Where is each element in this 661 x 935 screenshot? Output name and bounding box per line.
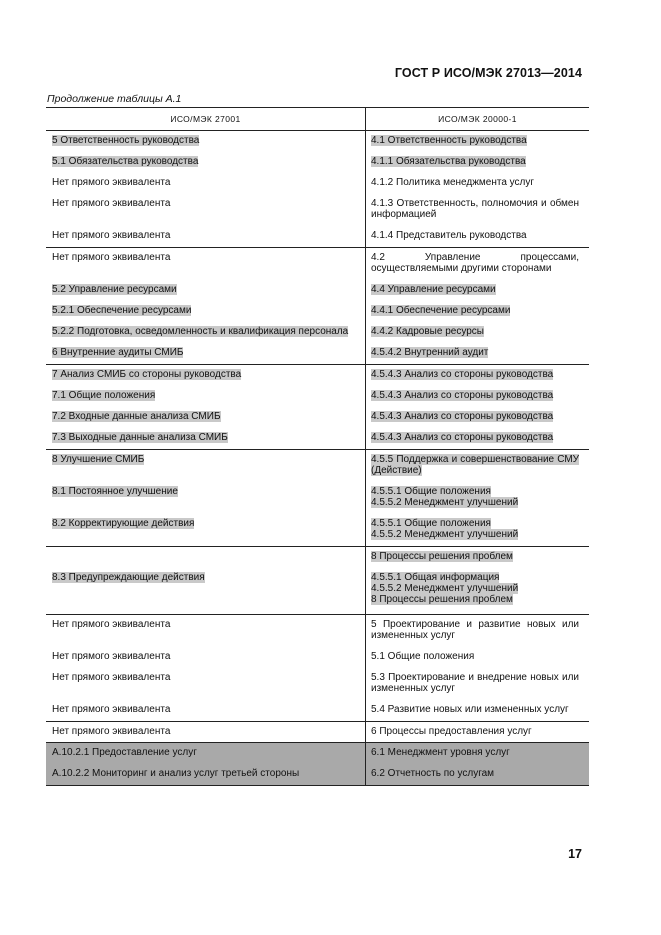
- table-row: [46, 301, 589, 322]
- iso20000-cell: [366, 647, 589, 668]
- cell-text: 4.5.5.1 Общие положения: [371, 518, 491, 529]
- table-row: [46, 743, 589, 764]
- iso27001-cell: [46, 173, 366, 194]
- table-row-group: [46, 743, 589, 785]
- cell-text: А.10.2.1 Предоставление услуг: [52, 747, 197, 758]
- cell-text: 8.3 Предупреждающие действия: [52, 572, 205, 583]
- cell-text: 6 Процессы предоставления услуг: [371, 726, 532, 737]
- cell-text: 4.4.1 Обеспечение ресурсами: [371, 305, 511, 316]
- cell-text: Нет прямого эквивалента: [52, 704, 171, 715]
- iso27001-cell: [46, 743, 366, 764]
- iso27001-cell: [46, 226, 366, 247]
- cell-text: Нет прямого эквивалента: [52, 672, 171, 683]
- iso27001-cell: [46, 450, 366, 482]
- cell-text: 7.3 Выходные данные анализа СМИБ: [52, 432, 228, 443]
- iso20000-cell: [366, 343, 589, 364]
- cell-text: 8 Процессы решения проблем: [371, 551, 513, 562]
- iso27001-cell: [46, 386, 366, 407]
- cell-text: 4.5.5.2 Менеджмент улучшений: [371, 497, 519, 508]
- table-row: [46, 722, 589, 742]
- cell-text: 4.5.4.3 Анализ со стороны руководства: [371, 411, 554, 422]
- iso27001-cell: [46, 428, 366, 449]
- iso20000-cell: [366, 615, 589, 647]
- table-row-group: [46, 248, 589, 365]
- cell-text: 7.1 Общие положения: [52, 390, 156, 401]
- cell-text: Нет прямого эквивалента: [52, 619, 171, 630]
- iso20000-cell: [366, 322, 589, 343]
- cell-text: 8.1 Постоянное улучшение: [52, 486, 178, 497]
- cell-text: 7 Анализ СМИБ со стороны руководства: [52, 369, 242, 380]
- iso20000-cell: [366, 280, 589, 301]
- iso20000-cell: [366, 568, 589, 614]
- table-row: [46, 450, 589, 482]
- iso20000-cell: [366, 450, 589, 482]
- table-caption: Продолжение таблицы А.1: [47, 93, 182, 105]
- cell-text: 4.5.4.2 Внутренний аудит: [371, 347, 489, 358]
- iso27001-cell: [46, 668, 366, 700]
- iso20000-cell: [366, 668, 589, 700]
- table-row: [46, 343, 589, 364]
- cell-text: Нет прямого эквивалента: [52, 230, 171, 241]
- cell-text: 4.5.4.3 Анализ со стороны руководства: [371, 390, 554, 401]
- iso27001-cell: [46, 365, 366, 386]
- cell-text: Нет прямого эквивалента: [52, 177, 171, 188]
- table-row-group: [46, 450, 589, 547]
- iso27001-cell: [46, 615, 366, 647]
- cell-text: 4.5.4.3 Анализ со стороны руководства: [371, 432, 554, 443]
- cell-text: Нет прямого эквивалента: [52, 252, 171, 263]
- iso27001-cell: [46, 131, 366, 152]
- table-row-group: [46, 615, 589, 722]
- cell-text: А.10.2.2 Мониторинг и анализ услуг третьей стороны: [52, 768, 300, 779]
- table-row-group: [46, 131, 589, 248]
- mapping-table: [46, 107, 589, 786]
- iso27001-cell: [46, 248, 366, 280]
- iso20000-cell: [366, 131, 589, 152]
- iso20000-cell: [366, 365, 589, 386]
- cell-text: 4.5.5.2 Менеджмент улучшений: [371, 583, 519, 594]
- table-row-group: [46, 547, 589, 615]
- iso20000-cell: [366, 301, 589, 322]
- cell-text: 4.5.5.2 Менеджмент улучшений: [371, 529, 519, 540]
- iso20000-cell: [366, 152, 589, 173]
- iso20000-cell: [366, 700, 589, 721]
- iso27001-cell: [46, 547, 366, 568]
- table-row: [46, 482, 589, 514]
- table-row: [46, 152, 589, 173]
- iso27001-cell: [46, 647, 366, 668]
- cell-text: 5.1 Обязательства руководства: [52, 156, 199, 167]
- cell-text: 5.2 Управление ресурсами: [52, 284, 177, 295]
- cell-text: 4.1 Ответственность руководства: [371, 135, 527, 146]
- iso20000-cell: [366, 173, 589, 194]
- table-row: [46, 280, 589, 301]
- table-row: [46, 547, 589, 568]
- cell-text: 4.4 Управление ресурсами: [371, 284, 496, 295]
- page-number: 17: [568, 847, 582, 861]
- cell-text: 4.1.1 Обязательства руководства: [371, 156, 526, 167]
- cell-text: 5 Ответственность руководства: [52, 135, 200, 146]
- iso20000-cell: [366, 514, 589, 546]
- iso27001-cell: [46, 301, 366, 322]
- table-row: [46, 647, 589, 668]
- document-header: ГОСТ Р ИСО/МЭК 27013—2014: [394, 66, 582, 80]
- iso27001-cell: [46, 322, 366, 343]
- cell-text: 8 Процессы решения проблем: [371, 594, 513, 605]
- table-row: [46, 428, 589, 449]
- table-row: [46, 615, 589, 647]
- table-body: [46, 131, 589, 785]
- table-row: [46, 226, 589, 247]
- table-row: [46, 407, 589, 428]
- cell-text: 8 Улучшение СМИБ: [52, 454, 145, 465]
- iso27001-cell: [46, 152, 366, 173]
- cell-text: 4.5.5 Поддержка и совершенствование СМУ (Действие): [371, 454, 579, 476]
- table-row: [46, 322, 589, 343]
- cell-text: 6.2 Отчетность по услугам: [371, 768, 495, 779]
- iso20000-cell: [366, 547, 589, 568]
- table-row: [46, 668, 589, 700]
- iso27001-cell: [46, 700, 366, 721]
- cell-text: 5.1 Общие положения: [371, 651, 475, 662]
- cell-text: 4.2 Управление процессами, осуществляемыми другими сторонами: [371, 252, 579, 274]
- iso27001-cell: [46, 722, 366, 742]
- table-header: [46, 108, 589, 131]
- column-header-iso20000: ИСО/МЭК 20000-1: [438, 114, 517, 124]
- iso27001-cell: [46, 568, 366, 614]
- iso20000-cell: [366, 226, 589, 247]
- cell-text: Нет прямого эквивалента: [52, 198, 171, 209]
- iso20000-cell: [366, 386, 589, 407]
- iso20000-cell: [366, 764, 589, 785]
- iso27001-cell: [46, 407, 366, 428]
- iso20000-cell: [366, 407, 589, 428]
- iso27001-cell: [46, 514, 366, 546]
- cell-text: 5.2.1 Обеспечение ресурсами: [52, 305, 192, 316]
- iso20000-cell: [366, 428, 589, 449]
- iso20000-cell: [366, 194, 589, 226]
- cell-text: 4.5.5.1 Общая информация: [371, 572, 500, 583]
- cell-text: 5 Проектирование и развитие новых или измененных услуг: [371, 619, 579, 641]
- table-row: [46, 568, 589, 614]
- column-header-iso27001: ИСО/МЭК 27001: [46, 108, 366, 130]
- cell-text: 6 Внутренние аудиты СМИБ: [52, 347, 184, 358]
- cell-text: 5.3 Проектирование и внедрение новых или измененных услуг: [371, 672, 579, 694]
- table-row: [46, 764, 589, 785]
- table-row: [46, 248, 589, 280]
- table-row: [46, 173, 589, 194]
- iso20000-cell: [366, 722, 589, 742]
- cell-text: 4.1.3 Ответственность, полномочия и обмен информацией: [371, 198, 579, 220]
- cell-text: 8.2 Корректирующие действия: [52, 518, 195, 529]
- table-row: [46, 194, 589, 226]
- iso27001-cell: [46, 194, 366, 226]
- cell-text: 5.4 Развитие новых или измененных услуг: [371, 704, 569, 715]
- cell-text: 7.2 Входные данные анализа СМИБ: [52, 411, 221, 422]
- iso27001-cell: [46, 280, 366, 301]
- iso20000-cell: [366, 743, 589, 764]
- cell-text: 4.1.4 Представитель руководства: [371, 230, 527, 241]
- cell-text: Нет прямого эквивалента: [52, 726, 171, 737]
- cell-text: Нет прямого эквивалента: [52, 651, 171, 662]
- cell-text: 6.1 Менеджмент уровня услуг: [371, 747, 510, 758]
- cell-text: 4.4.2 Кадровые ресурсы: [371, 326, 484, 337]
- cell-text: 4.1.2 Политика менеджмента услуг: [371, 177, 535, 188]
- cell-text: 4.5.4.3 Анализ со стороны руководства: [371, 369, 554, 380]
- iso20000-cell: [366, 482, 589, 514]
- table-row: [46, 514, 589, 546]
- table-row-group: [46, 722, 589, 743]
- iso27001-cell: [46, 343, 366, 364]
- table-row-group: [46, 365, 589, 450]
- table-row: [46, 700, 589, 721]
- iso20000-cell: [366, 248, 589, 280]
- cell-text: 5.2.2 Подготовка, осведомленность и квалификация персонала: [52, 326, 349, 337]
- table-row: [46, 365, 589, 386]
- iso27001-cell: [46, 764, 366, 785]
- table-row: [46, 131, 589, 152]
- iso27001-cell: [46, 482, 366, 514]
- table-row: [46, 386, 589, 407]
- cell-text: 4.5.5.1 Общие положения: [371, 486, 491, 497]
